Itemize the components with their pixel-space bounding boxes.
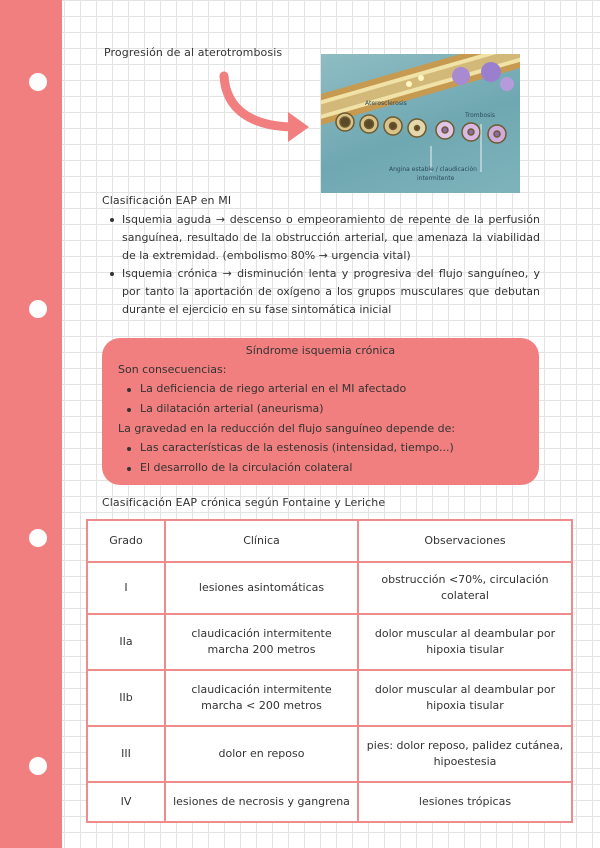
cell-notes: obstrucción <70%, circulación colateral — [358, 562, 572, 614]
table-row — [87, 726, 572, 782]
cell-clinic: lesiones de necrosis y gangrena — [165, 782, 358, 822]
atherothrombosis-figure — [321, 54, 520, 193]
cell-clinic: claudicación intermitente marcha 200 metros — [165, 614, 358, 670]
cell-grade: I — [87, 562, 165, 614]
table-row — [87, 614, 572, 670]
curved-arrow-icon — [212, 70, 312, 150]
label-aterosclerosis: Aterosclerosis — [365, 100, 407, 107]
list-item: Las características de la estenosis (intensidad, tiempo...) — [124, 441, 454, 454]
cell-clinic: lesiones asintomáticas — [165, 562, 358, 614]
label-angina: Angina estable / claudicación — [389, 166, 477, 173]
cell-notes: dolor muscular al deambular por hipoxia tisular — [358, 670, 572, 726]
chronic-ischemia-callout — [102, 338, 539, 485]
classification-heading: Clasificación EAP en MI — [102, 194, 232, 207]
binder-hole — [29, 73, 47, 91]
callout-title: Síndrome isquemia crónica — [245, 344, 396, 357]
column-header-clinica: Clínica — [165, 520, 358, 562]
notebook-margin — [0, 0, 62, 848]
binder-hole — [29, 300, 47, 318]
cell-notes: dolor muscular al deambular por hipoxia tisular — [358, 614, 572, 670]
cell-grade: III — [87, 726, 165, 782]
table-header-row — [87, 520, 572, 562]
table-row — [87, 670, 572, 726]
list-item: Isquemia crónica → disminución lenta y progresiva del flujo sanguíneo, y por tanto la aportación de oxígeno a los grupos musculares que debutan durante el ejercicio en su fase sintomática inicial — [108, 265, 540, 319]
cell-clinic: claudicación intermitente marcha < 200 metros — [165, 670, 358, 726]
callout-gravity: La gravedad en la reducción del flujo sanguíneo depende de: — [118, 422, 456, 435]
list-item: La dilatación arterial (aneurisma) — [124, 402, 324, 415]
column-header-observaciones: Observaciones — [358, 520, 572, 562]
list-item: La deficiencia de riego arterial en el MI afectado — [124, 382, 406, 395]
cell-grade: IIb — [87, 670, 165, 726]
table-row — [87, 782, 572, 822]
atherothrombosis-heading: Progresión de al aterotrombosis — [104, 46, 283, 59]
fontaine-heading: Clasificación EAP crónica según Fontaine y Leriche — [102, 496, 386, 509]
cell-grade: IIa — [87, 614, 165, 670]
cell-grade: IV — [87, 782, 165, 822]
cell-clinic: dolor en reposo — [165, 726, 358, 782]
list-item: Isquemia aguda → descenso o empeoramiento de repente de la perfusión sanguínea, resultado de la obstrucción arterial, que amenaza la viabilidad de la extremidad. (embolismo 80% → urgencia vital) — [108, 211, 540, 265]
column-header-grado: Grado — [87, 520, 165, 562]
label-trombosis: Trombosis — [465, 112, 496, 119]
classification-list — [108, 211, 540, 319]
cell-notes: lesiones trópicas — [358, 782, 572, 822]
binder-hole — [29, 529, 47, 547]
callout-intro: Son consecuencias: — [118, 363, 227, 376]
label-intermitente: intermitente — [417, 175, 455, 182]
table-row — [87, 562, 572, 614]
cell-notes: pies: dolor reposo, palidez cutánea, hipoestesia — [358, 726, 572, 782]
binder-hole — [29, 757, 47, 775]
list-item: El desarrollo de la circulación colateral — [124, 461, 352, 474]
fontaine-table — [86, 519, 573, 823]
